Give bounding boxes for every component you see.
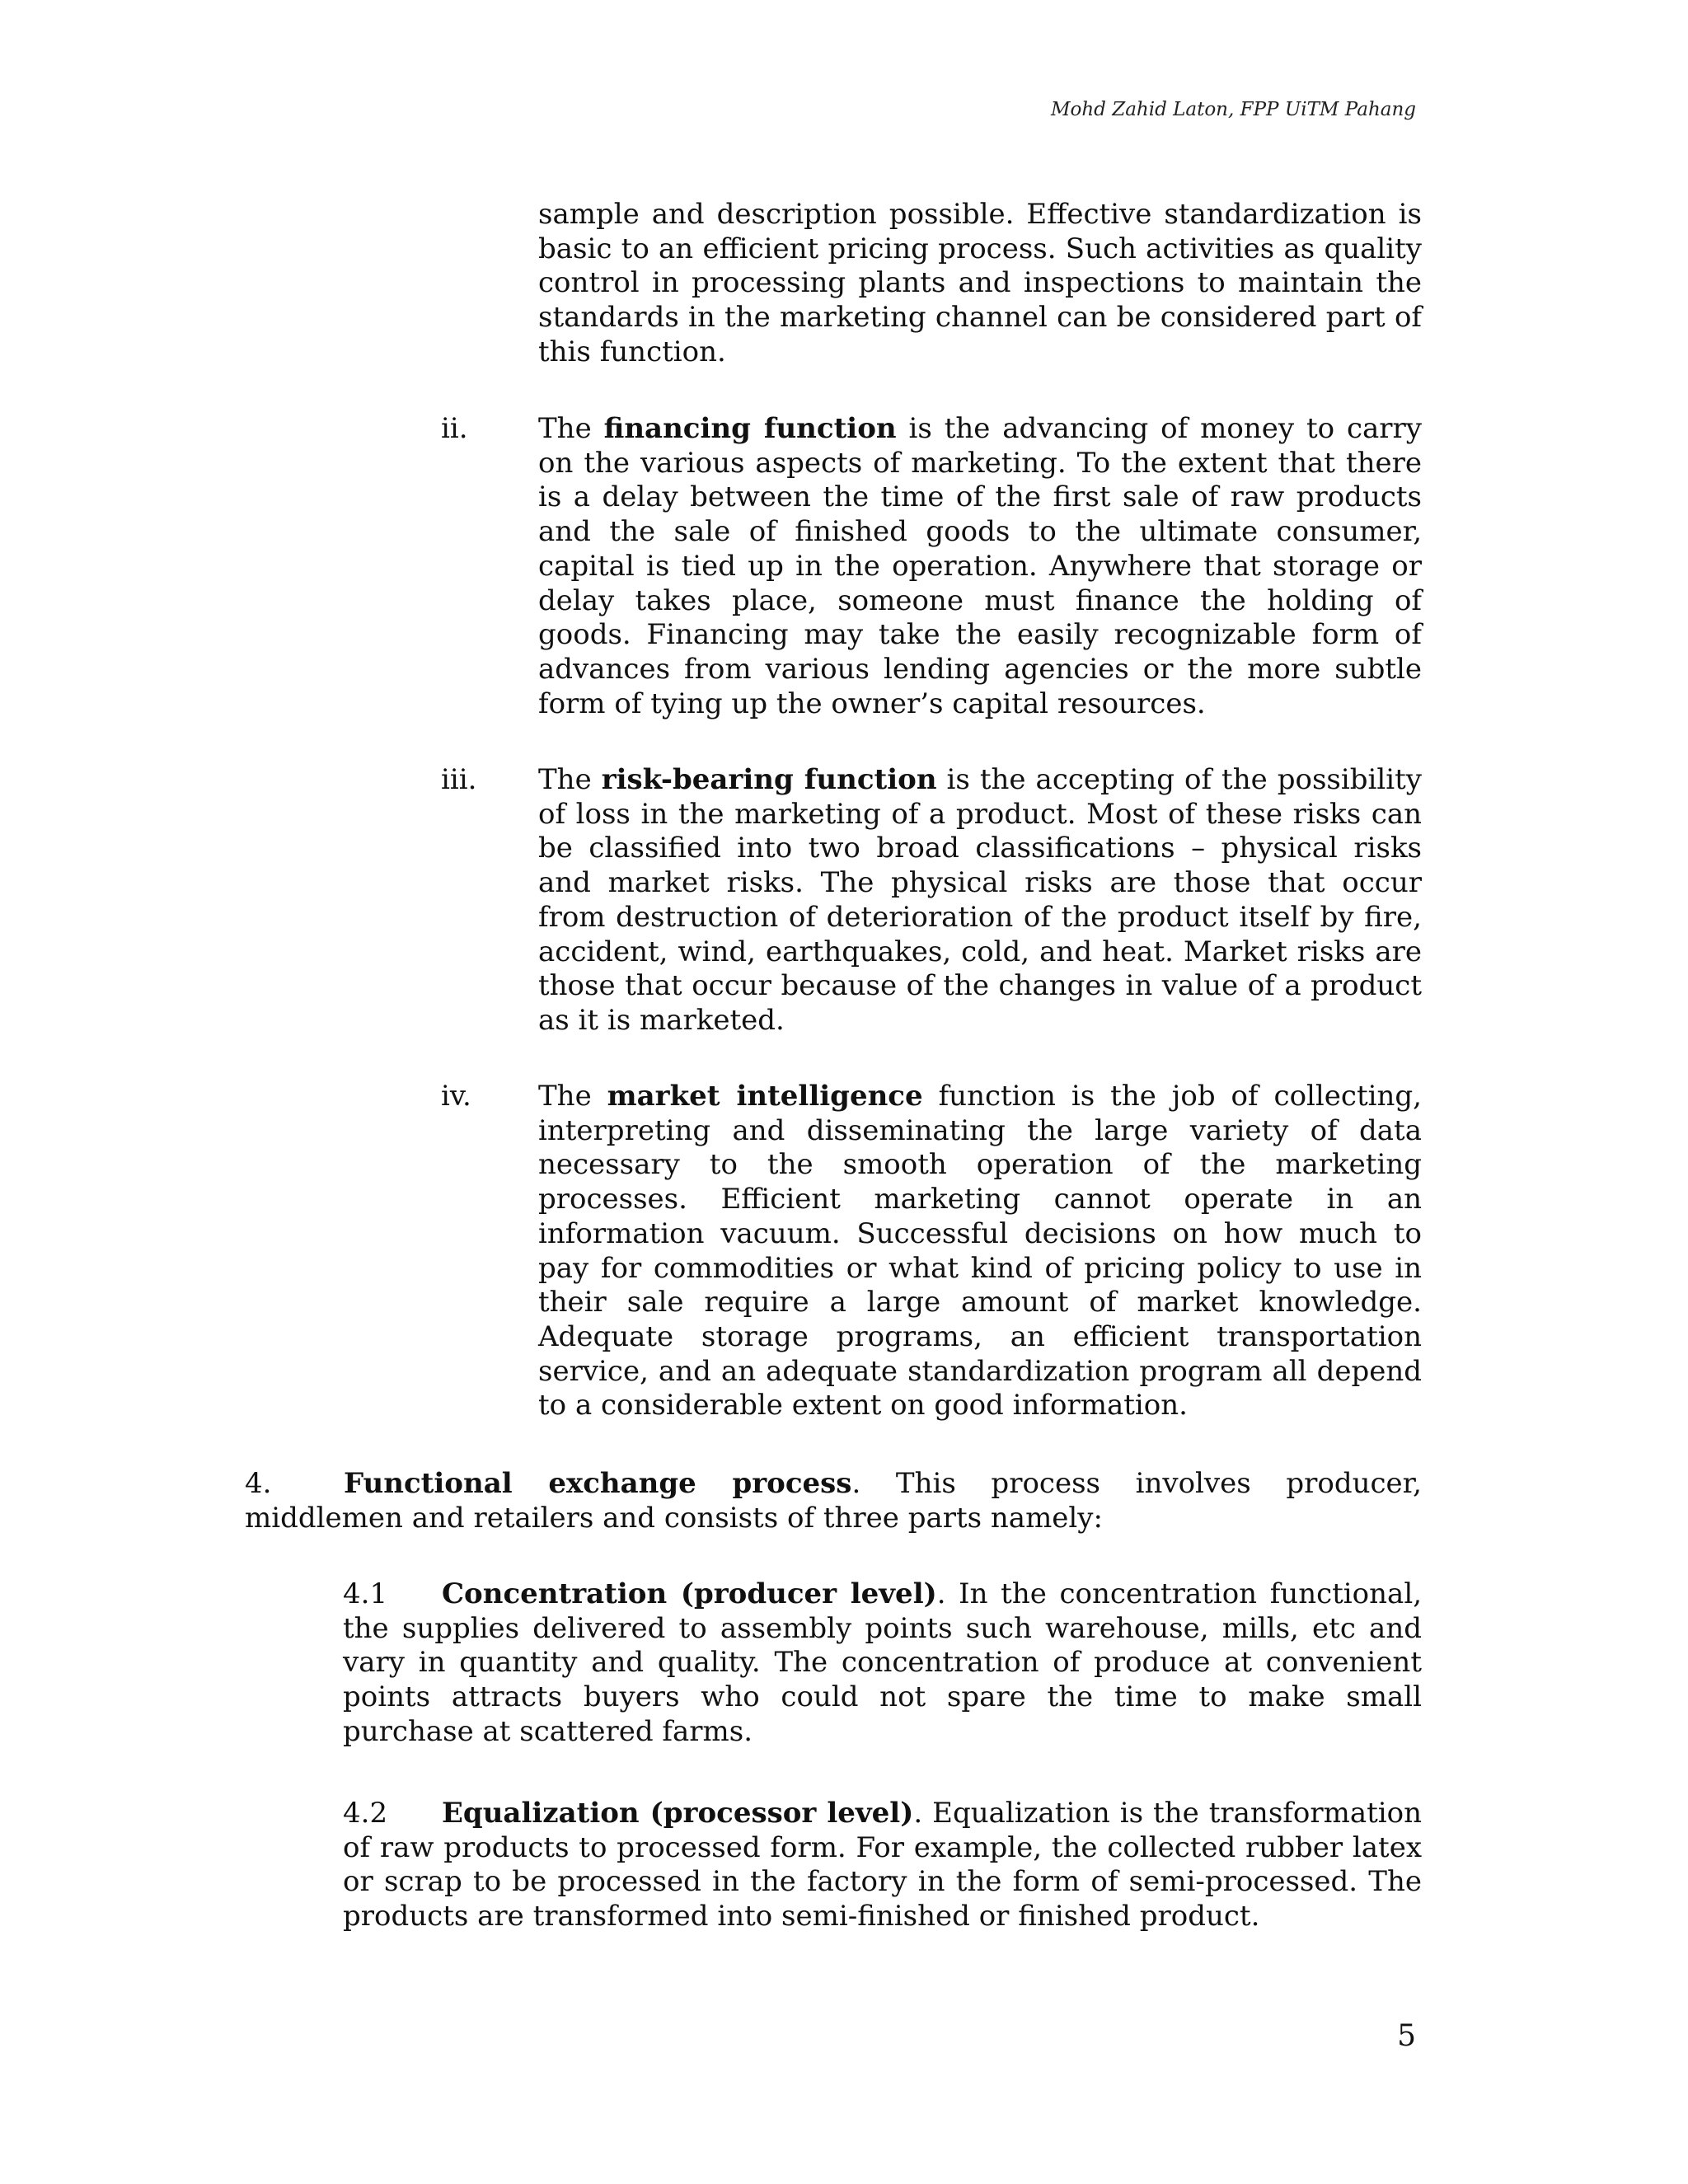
item-term: risk-bearing function [601, 763, 937, 796]
section-4-number: 4. [245, 1467, 272, 1500]
item-intro: The [538, 1080, 607, 1113]
subsection-4-1-paragraph [343, 1577, 1422, 1750]
subsection-4-2-paragraph [343, 1797, 1422, 1934]
item-body: is the advancing of money to carry on the various aspects of marketing. To the extent that there is a delay between the time of the first sale of raw products and the sale of finished goods to the ultimate consumer, capital is tied up in the operation. Anywhere that storage or delay takes place, someone must finance the holding of goods. Financing may take the easily recognizable form of advances from various lending agencies or the more subtle form of tying up the owner’s capital resources. [538, 412, 1422, 720]
item-intro: The [538, 763, 602, 796]
list-marker: iii. [441, 763, 477, 796]
list-marker: ii. [441, 412, 468, 445]
subsection-body: . In the concentration functional, the supplies delivered to assembly points such warehouse, mills, etc and vary in quantity and quality. The concentration of produce at convenient points attracts buyers who could not spare the time to make small purchase at scattered farms. [343, 1577, 1423, 1748]
subsection-title: Equalization (processor level) [442, 1797, 914, 1830]
section-4-paragraph [245, 1467, 1422, 1535]
page-header: Mohd Zahid Laton, FPP UiTM Pahang [1050, 99, 1416, 120]
item-term: financing function [603, 412, 897, 445]
section-4-title: Functional exchange process [344, 1467, 852, 1500]
list-item-risk-bearing-function [538, 763, 1422, 1038]
list-marker: iv. [441, 1080, 471, 1113]
subsection-number: 4.1 [343, 1577, 388, 1610]
subsection-title: Concentration (producer level) [442, 1577, 937, 1610]
item-body: is the accepting of the possibility of loss in the marketing of a product. Most of these risks can be classified into two broad classifications – physical risks and market risks. The physical risks are those that occur from destruction of deterioration of the product itself by fire, accident, wind, earthquakes, cold, and heat. Market risks are those that occur because of the changes in value of a product as it is marketed. [538, 763, 1422, 1037]
item-intro: The [538, 412, 604, 445]
continuation-paragraph: sample and description possible. Effective standardization is basic to an efficient pricing process. Such activities as quality control in processing plants and inspections to maintain the standards in the marketing channel can be considered part of this function. [538, 198, 1422, 368]
section-4-body: . This process involves producer, middlemen and retailers and consists of three parts namely: [245, 1467, 1422, 1535]
subsection-number: 4.2 [343, 1797, 388, 1830]
subsection-body: . Equalization is the transformation of raw products to processed form. For example, the collected rubber latex or scrap to be processed in the factory in the form of semi-processed. The products are transformed into semi-finished or finished product. [343, 1797, 1422, 1933]
list-item-market-intelligence [538, 1080, 1422, 1423]
item-term: market intelligence [607, 1080, 923, 1113]
page-number: 5 [1397, 2019, 1416, 2053]
item-body: function is the job of collecting, interpreting and disseminating the large variety of data necessary to the smooth operation of the marketing processes. Efficient marketing cannot operate in an information vacuum. Successful decisions on how much to pay for commodities or what kind of pricing policy to use in their sale require a large amount of market knowledge. Adequate storage programs, an efficient transportation service, and an adequate standardization program all depend to a considerable extent on good information. [538, 1080, 1422, 1422]
list-item-financing-function [538, 412, 1422, 721]
